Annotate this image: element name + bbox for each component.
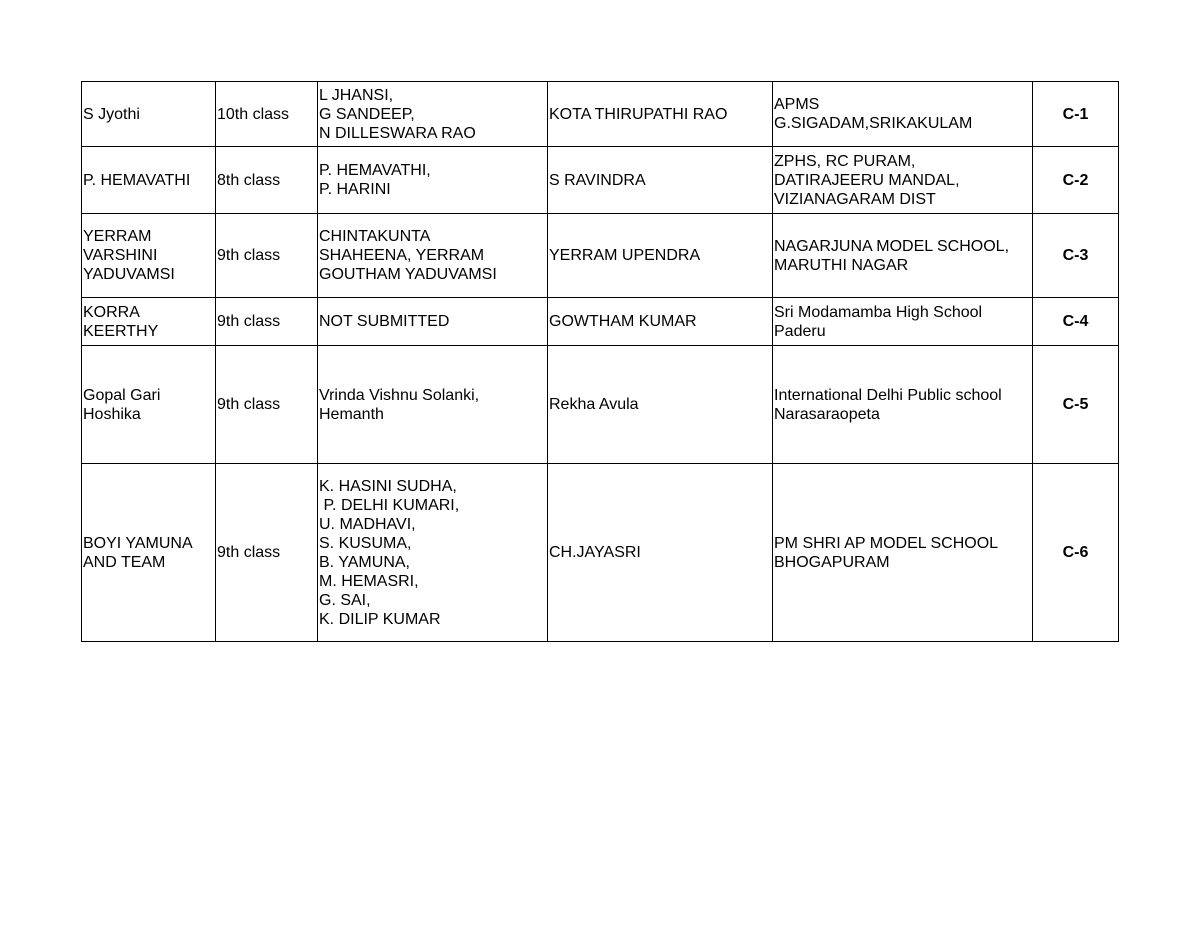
cell-text: 9th class (217, 247, 281, 264)
team-members-cell (318, 346, 548, 464)
table-row (82, 346, 1119, 464)
student-name-cell (82, 147, 216, 214)
cell-text: C-6 (1062, 544, 1089, 561)
class-cell (216, 464, 318, 642)
guide-teacher-cell (548, 214, 773, 298)
table-row (82, 298, 1119, 346)
cell-text: C-1 (1062, 105, 1089, 123)
student-name-cell (82, 464, 216, 642)
cell-text: Rekha Avula (549, 396, 639, 413)
student-name-cell (82, 298, 216, 346)
cell-text: 8th class (217, 171, 281, 189)
cell-line: Hoshika (83, 405, 141, 423)
class-cell (216, 147, 318, 214)
cell-line: PM SHRI AP MODEL SCHOOL (774, 534, 999, 552)
cell-line: B. YAMUNA, (319, 553, 410, 571)
team-members-cell (318, 298, 548, 346)
entry-code-cell (1033, 147, 1119, 214)
cell-line: K. DILIP KUMAR (319, 610, 441, 628)
school-cell (773, 214, 1033, 298)
class-cell (216, 82, 318, 147)
cell-line: KEERTHY (83, 322, 159, 340)
team-members-cell (318, 147, 548, 214)
cell-text: C-5 (1062, 396, 1089, 413)
cell-line: VIZIANAGARAM DIST (774, 190, 936, 208)
cell-line: K. HASINI SUDHA, (319, 477, 457, 495)
table-row (82, 464, 1119, 642)
cell-line: S Jyothi (83, 105, 140, 123)
entry-code-cell (1033, 346, 1119, 464)
student-name-cell (82, 82, 216, 147)
table-row (82, 147, 1119, 214)
student-name-cell (82, 346, 216, 464)
cell-text: CH.JAYASRI (549, 544, 641, 561)
cell-line: Sri Modamamba High School (774, 303, 983, 321)
school-cell (773, 82, 1033, 147)
cell-line: YERRAM (83, 228, 152, 245)
cell-text: C-2 (1062, 171, 1089, 189)
cell-text: C-4 (1062, 313, 1089, 330)
cell-line: NOT SUBMITTED (319, 313, 450, 330)
cell-line: U. MADHAVI, (319, 515, 416, 533)
cell-line: G. SAI, (319, 591, 371, 609)
school-cell (773, 464, 1033, 642)
cell-text: S RAVINDRA (549, 171, 646, 189)
school-cell (773, 298, 1033, 346)
cell-line: P. HARINI (319, 181, 391, 198)
cell-line: DATIRAJEERU MANDAL, (774, 171, 960, 189)
cell-line: CHINTAKUNTA (319, 228, 431, 245)
student-name-cell (82, 214, 216, 298)
cell-text: C-3 (1062, 247, 1089, 264)
guide-teacher-cell (548, 147, 773, 214)
cell-line: AND TEAM (83, 553, 166, 571)
cell-line: GOUTHAM YADUVAMSI (319, 266, 497, 283)
cell-line: Hemanth (319, 405, 384, 423)
guide-teacher-cell (548, 346, 773, 464)
cell-line: ZPHS, RC PURAM, (774, 152, 916, 170)
table-body (82, 82, 1119, 642)
entry-code-cell (1033, 298, 1119, 346)
cell-text: YERRAM UPENDRA (549, 247, 701, 264)
cell-text: KOTA THIRUPATHI RAO (549, 105, 728, 123)
school-cell (773, 346, 1033, 464)
cell-text: GOWTHAM KUMAR (549, 313, 697, 330)
cell-line: BOYI YAMUNA (83, 534, 193, 552)
entry-code-cell (1033, 82, 1119, 147)
cell-line: Gopal Gari (83, 386, 161, 404)
cell-line: YADUVAMSI (83, 266, 175, 283)
cell-line: G.SIGADAM,SRIKAKULAM (774, 115, 973, 132)
class-cell (216, 346, 318, 464)
cell-text: 10th class (217, 105, 290, 123)
cell-text: 9th class (217, 544, 281, 561)
class-cell (216, 298, 318, 346)
cell-line: Paderu (774, 322, 826, 340)
cell-line: KORRA (83, 303, 140, 321)
guide-teacher-cell (548, 82, 773, 147)
table-row (82, 214, 1119, 298)
cell-line: BHOGAPURAM (774, 553, 890, 571)
team-members-cell (318, 464, 548, 642)
entry-code-cell (1033, 214, 1119, 298)
cell-text: 9th class (217, 396, 281, 413)
cell-line: P. HEMAVATHI, (319, 162, 431, 179)
cell-text: 9th class (217, 313, 281, 330)
guide-teacher-cell (548, 298, 773, 346)
entry-code-cell (1033, 464, 1119, 642)
cell-line: MARUTHI NAGAR (774, 256, 909, 274)
cell-line: L JHANSI, (319, 86, 394, 104)
cell-line: SHAHEENA, YERRAM (319, 247, 485, 264)
cell-line: N DILLESWARA RAO (319, 124, 476, 142)
cell-line: Narasaraopeta (774, 405, 880, 423)
school-cell (773, 147, 1033, 214)
cell-line: G SANDEEP, (319, 105, 415, 123)
cell-line: P. DELHI KUMARI, (319, 496, 460, 514)
team-members-cell (318, 82, 548, 147)
results-table (81, 81, 1119, 642)
cell-line: S. KUSUMA, (319, 534, 412, 552)
team-members-cell (318, 214, 548, 298)
cell-line: NAGARJUNA MODEL SCHOOL, (774, 237, 1010, 255)
class-cell (216, 214, 318, 298)
cell-line: APMS (774, 96, 820, 113)
cell-line: Vrinda Vishnu Solanki, (319, 386, 480, 404)
table-row (82, 82, 1119, 147)
cell-line: M. HEMASRI, (319, 572, 419, 590)
cell-line: International Delhi Public school (774, 386, 1002, 404)
guide-teacher-cell (548, 464, 773, 642)
cell-line: P. HEMAVATHI (83, 171, 191, 189)
cell-line: VARSHINI (83, 247, 158, 264)
